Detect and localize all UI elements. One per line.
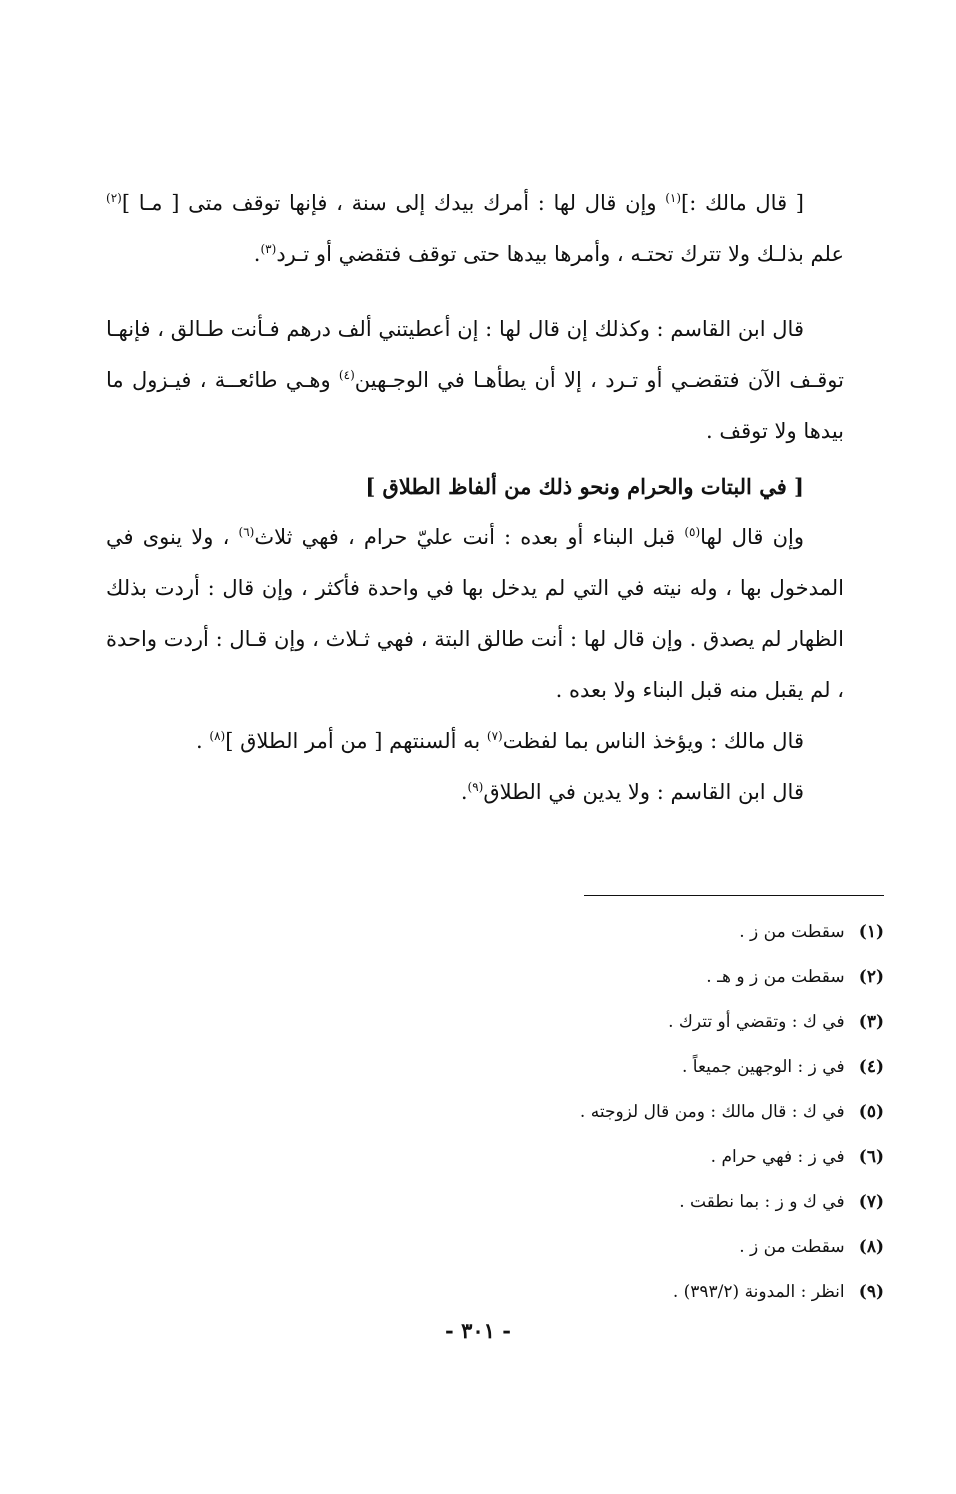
paragraph-malik-2: [106, 716, 844, 767]
section-heading: [ في البتات والحرام ونحو ذلك من ألفاظ الطلاق ]: [365, 474, 804, 499]
footnote-text: في ك و ز : بما نطقت .: [679, 1192, 845, 1212]
footnote-number: (٢): [858, 967, 884, 987]
footnote-item: [384, 955, 884, 1000]
text-run: قال مالك : ويؤخذ الناس بما لفظت: [502, 729, 804, 753]
footnote-number: (٣): [858, 1012, 884, 1032]
footnote-number: (٥): [858, 1102, 884, 1122]
footnote-text: في ز : فهي حرام .: [710, 1147, 845, 1167]
footnote-number: (٧): [858, 1192, 884, 1212]
footnote-marker: (١): [665, 191, 682, 205]
footnote-marker: (٢): [106, 191, 122, 205]
footnote-item: [384, 1000, 884, 1045]
text-run: به ألسنتهم [ من أمر الطلاق ]: [225, 729, 487, 753]
footnote-text: في ك : وتقضي أو تترك .: [668, 1012, 845, 1032]
paragraph-malik-1: [106, 178, 844, 280]
footnote-item: [384, 1045, 884, 1090]
paragraph-ibn-qasim-2: [106, 767, 844, 818]
footnote-item: [384, 1090, 884, 1135]
text-run: وهـي طائعــة ، فيـزول ما بيدها ولا توقف .: [106, 368, 844, 443]
footnote-number: (٤): [858, 1057, 884, 1077]
footnote-number: (٦): [858, 1147, 884, 1167]
text-run: .: [460, 780, 468, 804]
footnote-text: سقطت من ز .: [739, 922, 845, 942]
footnote-text: في ك : قال مالك : ومن قال لزوجته .: [579, 1102, 845, 1122]
footnote-item: [384, 910, 884, 955]
paragraph-nikah-1: [106, 512, 844, 716]
text-run: [ قال مالك :]: [681, 191, 804, 215]
footnote-text: انظر : المدونة (٣٩٣/٢) .: [672, 1282, 845, 1302]
main-text: [106, 178, 844, 818]
footnote-marker: (٥): [684, 525, 701, 539]
page-number: - ٣٠١ -: [445, 1318, 511, 1343]
footnote-marker: (٦): [238, 525, 255, 539]
footnote-marker: (٣): [260, 242, 277, 256]
text-run: قال ابن القاسم : ولا يدين في الطلاق: [483, 780, 804, 804]
footnote-number: (٨): [858, 1237, 884, 1257]
text-run: وإن قال لها : أمرك بيدك إلى سنة ، فإنها توقف متى [ مـا ]: [121, 191, 666, 215]
footnote-marker: (٤): [338, 368, 355, 382]
footnote-marker: (٧): [486, 729, 503, 743]
footnote-divider: [584, 895, 884, 896]
footnote-item: [384, 1270, 884, 1315]
text-run: .: [196, 729, 210, 753]
footnote-text: سقطت من ز و هـ .: [706, 967, 845, 987]
text-run: قال ابن القاسم : وكذلك إن قال لها : إن أعطيتني ألف درهم فـأنت طـالق ، فإنهـا توقـف الآن فتقضـي أو تـرد ، إلا أن يطأهـا في الوجـهين: [106, 317, 844, 392]
text-run: علم بذلـك ولا تترك تحتـه ، وأمرها بيدها حتى توقف فتقضي أو تـرد: [276, 242, 844, 266]
footnote-text: سقطت من ز .: [739, 1237, 845, 1257]
paragraph-ibn-qasim-1: [106, 304, 844, 457]
text-run: ، ولا ينوى في المدخول بها ، وله نيته في التي لم يدخل بها في واحدة فأكثر ، وإن قال : أردت بذلك الظهار لم يصدق . وإن قال لها : أنت طالق البتة ، فهي ثـلاث ، وإن قـال : أردت واحدة ، لم يقبل منه قبل البناء ولا بعده .: [106, 525, 844, 702]
footnote-marker: (٨): [209, 729, 226, 743]
footnote-number: (١): [858, 922, 884, 942]
footnote-text: في ز : الوجهين جميعاً .: [681, 1057, 845, 1077]
footnote-item: [384, 1225, 884, 1270]
text-run: قبل البناء أو بعده : أنت عليّ حرام ، فهي ثلاث: [254, 525, 685, 549]
text-run: .: [253, 242, 261, 266]
footnote-item: [384, 1180, 884, 1225]
footnote-marker: (٩): [467, 780, 484, 794]
footnotes-list: [384, 910, 884, 1315]
footnote-number: (٩): [858, 1282, 884, 1302]
footnote-item: [384, 1135, 884, 1180]
text-run: وإن قال لها: [700, 525, 805, 549]
